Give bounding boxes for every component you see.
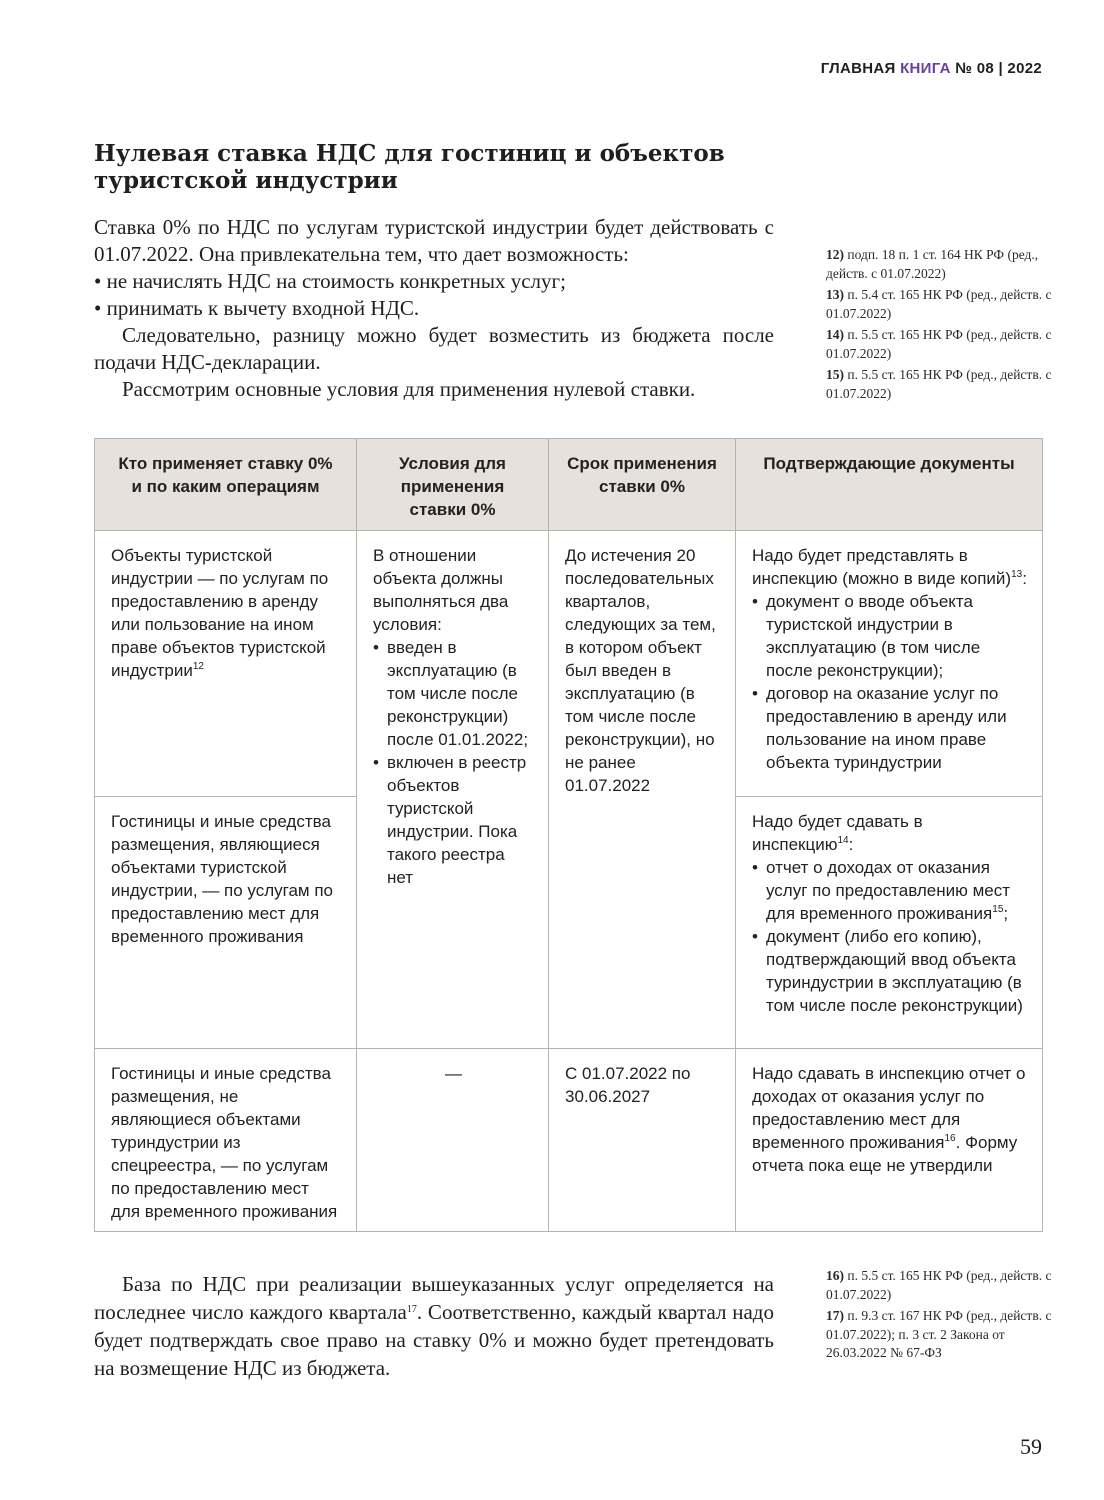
issue-number: № 08 | 2022 bbox=[955, 60, 1042, 77]
table-row bbox=[95, 1049, 1043, 1232]
footnote: 12) подп. 18 п. 1 ст. 164 НК РФ (ред., действ. с 01.07.2022) bbox=[826, 247, 1039, 281]
footnote: 14) п. 5.5 ст. 165 НК РФ (ред., действ. с 01.07.2022) bbox=[826, 327, 1052, 361]
column-header: Условия для применения ставки 0% bbox=[357, 439, 549, 531]
journal-name-part1: ГЛАВНАЯ bbox=[820, 60, 896, 77]
footnote: 16) п. 5.5 ст. 165 НК РФ (ред., действ. с 01.07.2022) bbox=[826, 1268, 1052, 1302]
vat-zero-rate-table bbox=[94, 438, 1043, 1232]
table-row bbox=[95, 531, 1043, 797]
intro-paragraph: Рассмотрим основные условия для применения нулевой ставки. bbox=[122, 377, 696, 401]
column-header: Срок применения ставки 0% bbox=[549, 439, 736, 531]
table-cell-docs: Надо будет сдавать в инспекцию$^{14}$: • отчет о доходах от оказания услуг по предоставлению мест для временного проживания$^{15}$; • документ (либо его копию), подтверждающий ввод объекта туриндустрии в эксплуатацию (в том числе после реконструкции) bbox=[736, 797, 1043, 1049]
list-item: • документ о вводе объекта туристской индустрии в эксплуатацию (в том числе после реконструкции); bbox=[752, 590, 1028, 682]
table-cell-who: Гостиницы и иные средства размещения, являющиеся объектами туристской индустрии, — по услугам по предоставлению мест для временного проживания bbox=[95, 797, 357, 1049]
table-cell-who: Гостиницы и иные средства размещения, не являющиеся объектами туриндустрии из спецреестра, — по услугам по предоставлению мест для временного проживания bbox=[95, 1049, 357, 1232]
footnote: 13) п. 5.4 ст. 165 НК РФ (ред., действ. с 01.07.2022) bbox=[826, 287, 1052, 321]
column-header: Подтверждающие документы bbox=[736, 439, 1043, 531]
intro-paragraph: Следовательно, разницу можно будет возместить из бюджета после подачи НДС-декларации. bbox=[94, 323, 774, 374]
table-cell-docs: Надо будет представлять в инспекцию (можно в виде копий)$^{13}$: • документ о вводе объекта туристской индустрии в эксплуатацию (в том числе после реконструкции); • договор на оказание услуг по предоставлению в аренду или пользование на ином праве объекта туриндустрии bbox=[736, 531, 1043, 797]
list-item: • отчет о доходах от оказания услуг по предоставлению мест для временного проживания$^{15}$; bbox=[752, 856, 1028, 925]
table-cell-term: С 01.07.2022 по 30.06.2027 bbox=[549, 1049, 736, 1232]
table-header-row bbox=[95, 439, 1043, 531]
column-header: Кто применяет ставку 0% и по каким операциям bbox=[95, 439, 357, 531]
running-header bbox=[821, 60, 1042, 77]
table-cell-who: Объекты туристской индустрии — по услугам по предоставлению в аренду или пользование на ином праве объектов туристской индустрии$^{12}$ bbox=[95, 531, 357, 797]
journal-name-part2: КНИГА bbox=[900, 60, 951, 77]
bottom-paragraph: База по НДС при реализации вышеуказанных услуг определяется на последнее число каждого квартала$^{17}$. Соответственно, каждый квартал надо будет подтверждать свое право на ставку 0% и можно будет претендовать на возмещение НДС из бюджета. bbox=[94, 1272, 774, 1380]
table-cell-conditions: — bbox=[357, 1049, 549, 1232]
intro-paragraph: Ставка 0% по НДС по услугам туристской индустрии будет действовать с 01.07.2022. Она привлекательна тем, что дает возможность: bbox=[94, 215, 774, 266]
footnote: 17) п. 9.3 ст. 167 НК РФ (ред., действ. с 01.07.2022); п. 3 ст. 2 Закона от 26.03.2022 № 67-ФЗ bbox=[826, 1308, 1052, 1360]
intro-text bbox=[94, 214, 774, 403]
footnotes-bottom bbox=[826, 1267, 1056, 1366]
intro-bullet: • не начислять НДС на стоимость конкретных услуг; bbox=[94, 269, 566, 293]
list-item: • включен в реестр объектов туристской индустрии. Пока такого реестра нет bbox=[373, 751, 534, 889]
table-cell-docs: Надо сдавать в инспекцию отчет о доходах от оказания услуг по предоставлению мест для временного проживания$^{16}$. Форму отчета пока еще не утвердили bbox=[736, 1049, 1043, 1232]
table-cell-term: До истечения 20 последовательных кварталов, следующих за тем, в котором объект был введен в эксплуатацию (в том числе после реконструкции), но не ранее 01.07.2022 bbox=[549, 531, 736, 1049]
article-title: Нулевая ставка НДС для гостиниц и объектов туристской индустрии bbox=[94, 140, 725, 194]
footnote: 15) п. 5.5 ст. 165 НК РФ (ред., действ. с 01.07.2022) bbox=[826, 367, 1052, 401]
page-number: 59 bbox=[1020, 1434, 1042, 1459]
list-item: • введен в эксплуатацию (в том числе после реконструкции) после 01.01.2022; bbox=[373, 636, 534, 751]
list-item: • договор на оказание услуг по предоставлению в аренду или пользование на ином праве объекта туриндустрии bbox=[752, 682, 1028, 774]
intro-bullet: • принимать к вычету входной НДС. bbox=[94, 296, 420, 320]
list-item: • документ (либо его копию), подтверждающий ввод объекта туриндустрии в эксплуатацию (в том числе после реконструкции) bbox=[752, 925, 1028, 1017]
footnotes-top bbox=[826, 246, 1056, 406]
table-cell-conditions: В отношении объекта должны выполняться два условия: • введен в эксплуатацию (в том числе после реконструкции) после 01.01.2022; • включен в реестр объектов туристской индустрии. Пока такого реестра нет bbox=[357, 531, 549, 1049]
